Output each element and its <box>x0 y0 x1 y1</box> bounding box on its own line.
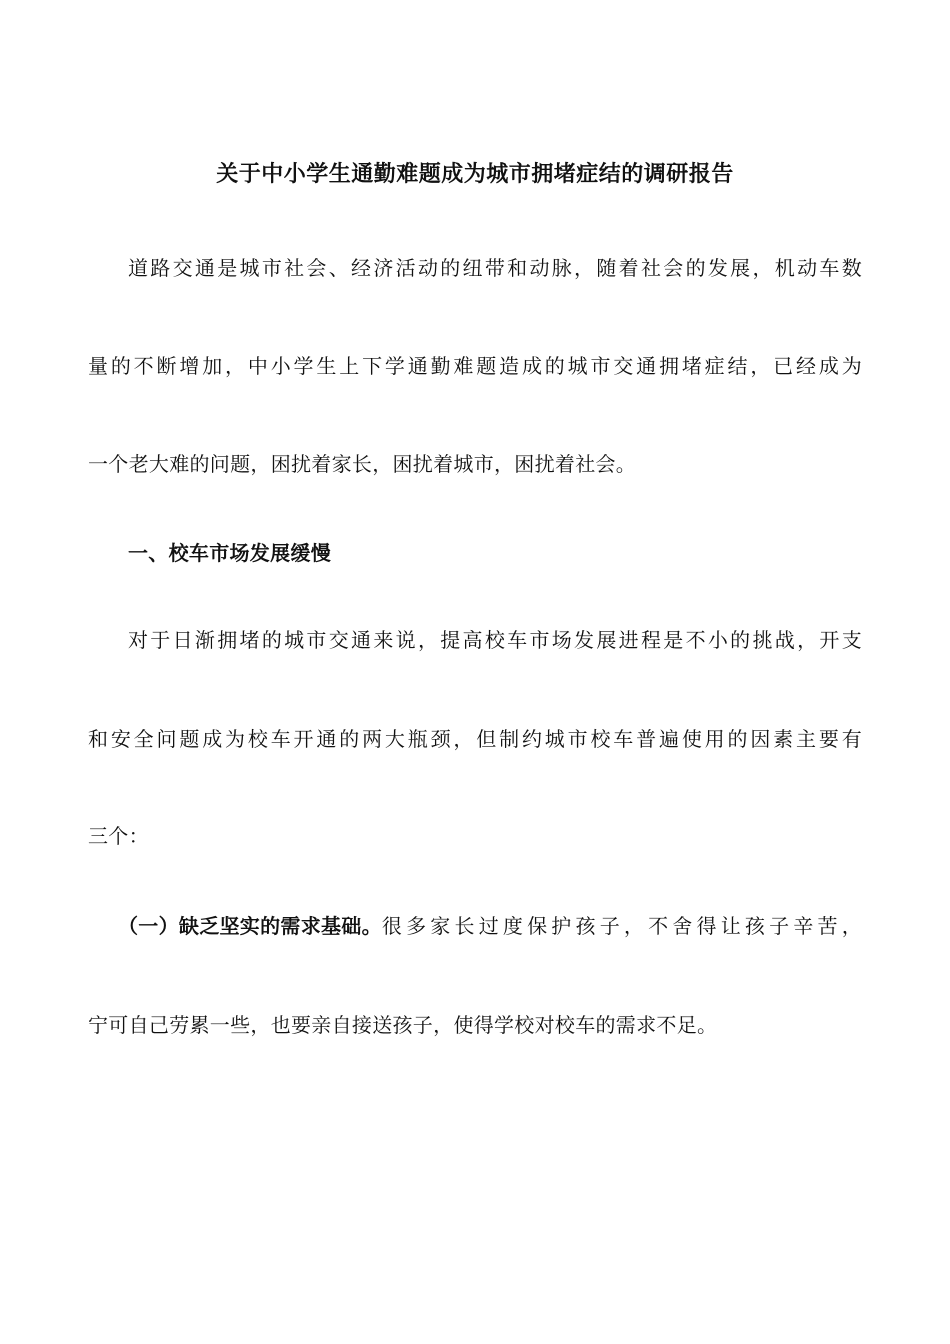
section-heading: 一、校车市场发展缓慢 <box>128 541 331 565</box>
item-1-lead: （一）缺乏坚实的需求基础。 <box>118 914 382 938</box>
intro-line-3: 一个老大难的问题，困扰着家长，困扰着城市，困扰着社会。 <box>88 452 637 476</box>
section-para-line-2: 和安全问题成为校车开通的两大瓶颈，但制约城市校车普遍使用的因素主要有 <box>88 727 862 751</box>
intro-line-2: 量的不断增加，中小学生上下学通勤难题造成的城市交通拥堵症结，已经成为 <box>88 354 862 378</box>
intro-line-1: 道路交通是城市社会、经济活动的纽带和动脉，随着社会的发展，机动车数 <box>128 256 862 280</box>
item-1-line-2: 宁可自己劳累一些，也要亲自接送孩子，使得学校对校车的需求不足。 <box>88 1013 718 1037</box>
section-para-line-1: 对于日渐拥堵的城市交通来说，提高校车市场发展进程是不小的挑战，开支 <box>128 628 862 652</box>
document-title: 关于中小学生通勤难题成为城市拥堵症结的调研报告 <box>216 161 734 187</box>
item-1-line-1 <box>118 911 862 941</box>
section-para-line-3: 三个： <box>88 824 149 848</box>
item-1-rest: 很多家长过度保护孩子，不舍得让孩子辛苦， <box>381 914 862 938</box>
